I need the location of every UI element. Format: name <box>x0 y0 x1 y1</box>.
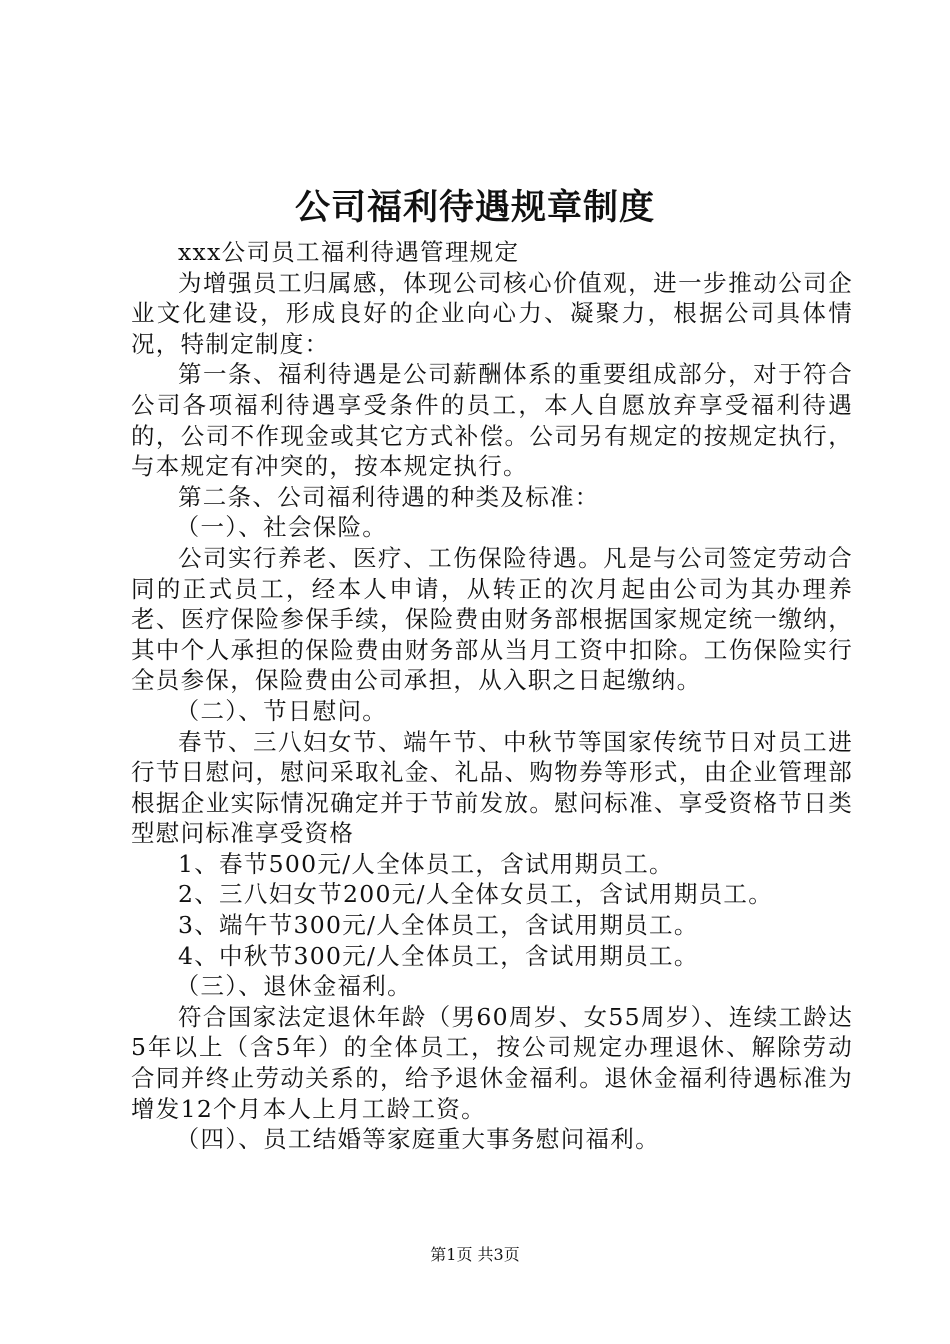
paragraph-section-2-heading: （二）、节日慰问。 <box>175 696 388 725</box>
list-item-womens-day: 2、三八妇女节200元/人全体女员工，含试用期员工。 <box>178 880 774 909</box>
list-item-spring-festival: 1、春节500元/人全体员工，含试用期员工。 <box>178 849 674 878</box>
paragraph-holiday-greetings: 春节、三八妇女节、端午节、中秋节等国家传统节日对员工进行节日慰问，慰问采取礼金、礼品、购物券等形式，由企业管理部根据企业实际情况确定并于节前发放。慰问标准、享受资格节日类型慰问标准享受资格 <box>131 727 853 848</box>
paragraph-intro: 为增强员工归属感，体现公司核心价值观，进一步推动公司企业文化建设，形成良好的企业向心力、凝聚力，根据公司具体情况，特制定制度： <box>131 268 853 358</box>
document-title: 公司福利待遇规章制度 <box>294 187 655 228</box>
paragraph-section-1-heading: （一）、社会保险。 <box>175 513 388 542</box>
paragraph-section-3-heading: （三）、退休金福利。 <box>175 972 412 1001</box>
list-item-mid-autumn: 4、中秋节300元/人全体员工，含试用期员工。 <box>178 941 699 970</box>
paragraph-article-1: 第一条、福利待遇是公司薪酬体系的重要组成部分，对于符合公司各项福利待遇享受条件的员工，本人自愿放弃享受福利待遇的，公司不作现金或其它方式补偿。公司另有规定的按规定执行，与本规定有冲突的，按本规定执行。 <box>131 360 853 481</box>
document-body <box>131 237 853 1155</box>
paragraph-article-2: 第二条、公司福利待遇的种类及标准： <box>178 482 600 511</box>
paragraph-section-4-heading: （四）、员工结婚等家庭重大事务慰问福利。 <box>175 1125 660 1154</box>
paragraph-regulation-name: xxx公司员工福利待遇管理规定 <box>178 238 520 266</box>
list-item-dragon-boat: 3、端午节300元/人全体员工，含试用期员工。 <box>178 911 699 940</box>
paragraph-retirement: 符合国家法定退休年龄（男60周岁、女55周岁）、连续工龄达5年以上（含5年）的全体员工，按公司规定办理退休、解除劳动合同并终止劳动关系的，给予退休金福利。退休金福利待遇标准为增发12个月本人上月工龄工资。 <box>131 1002 853 1123</box>
paragraph-social-insurance: 公司实行养老、医疗、工伤保险待遇。凡是与公司签定劳动合同的正式员工，经本人申请，从转正的次月起由公司为其办理养老、医疗保险参保手续，保险费由财务部根据国家规定统一缴纳，其中个人承担的保险费由财务部从当月工资中扣除。工伤保险实行全员参保，保险费由公司承担，从入职之日起缴纳。 <box>131 543 853 695</box>
page-footer: 第1页 共3页 <box>430 1245 520 1264</box>
